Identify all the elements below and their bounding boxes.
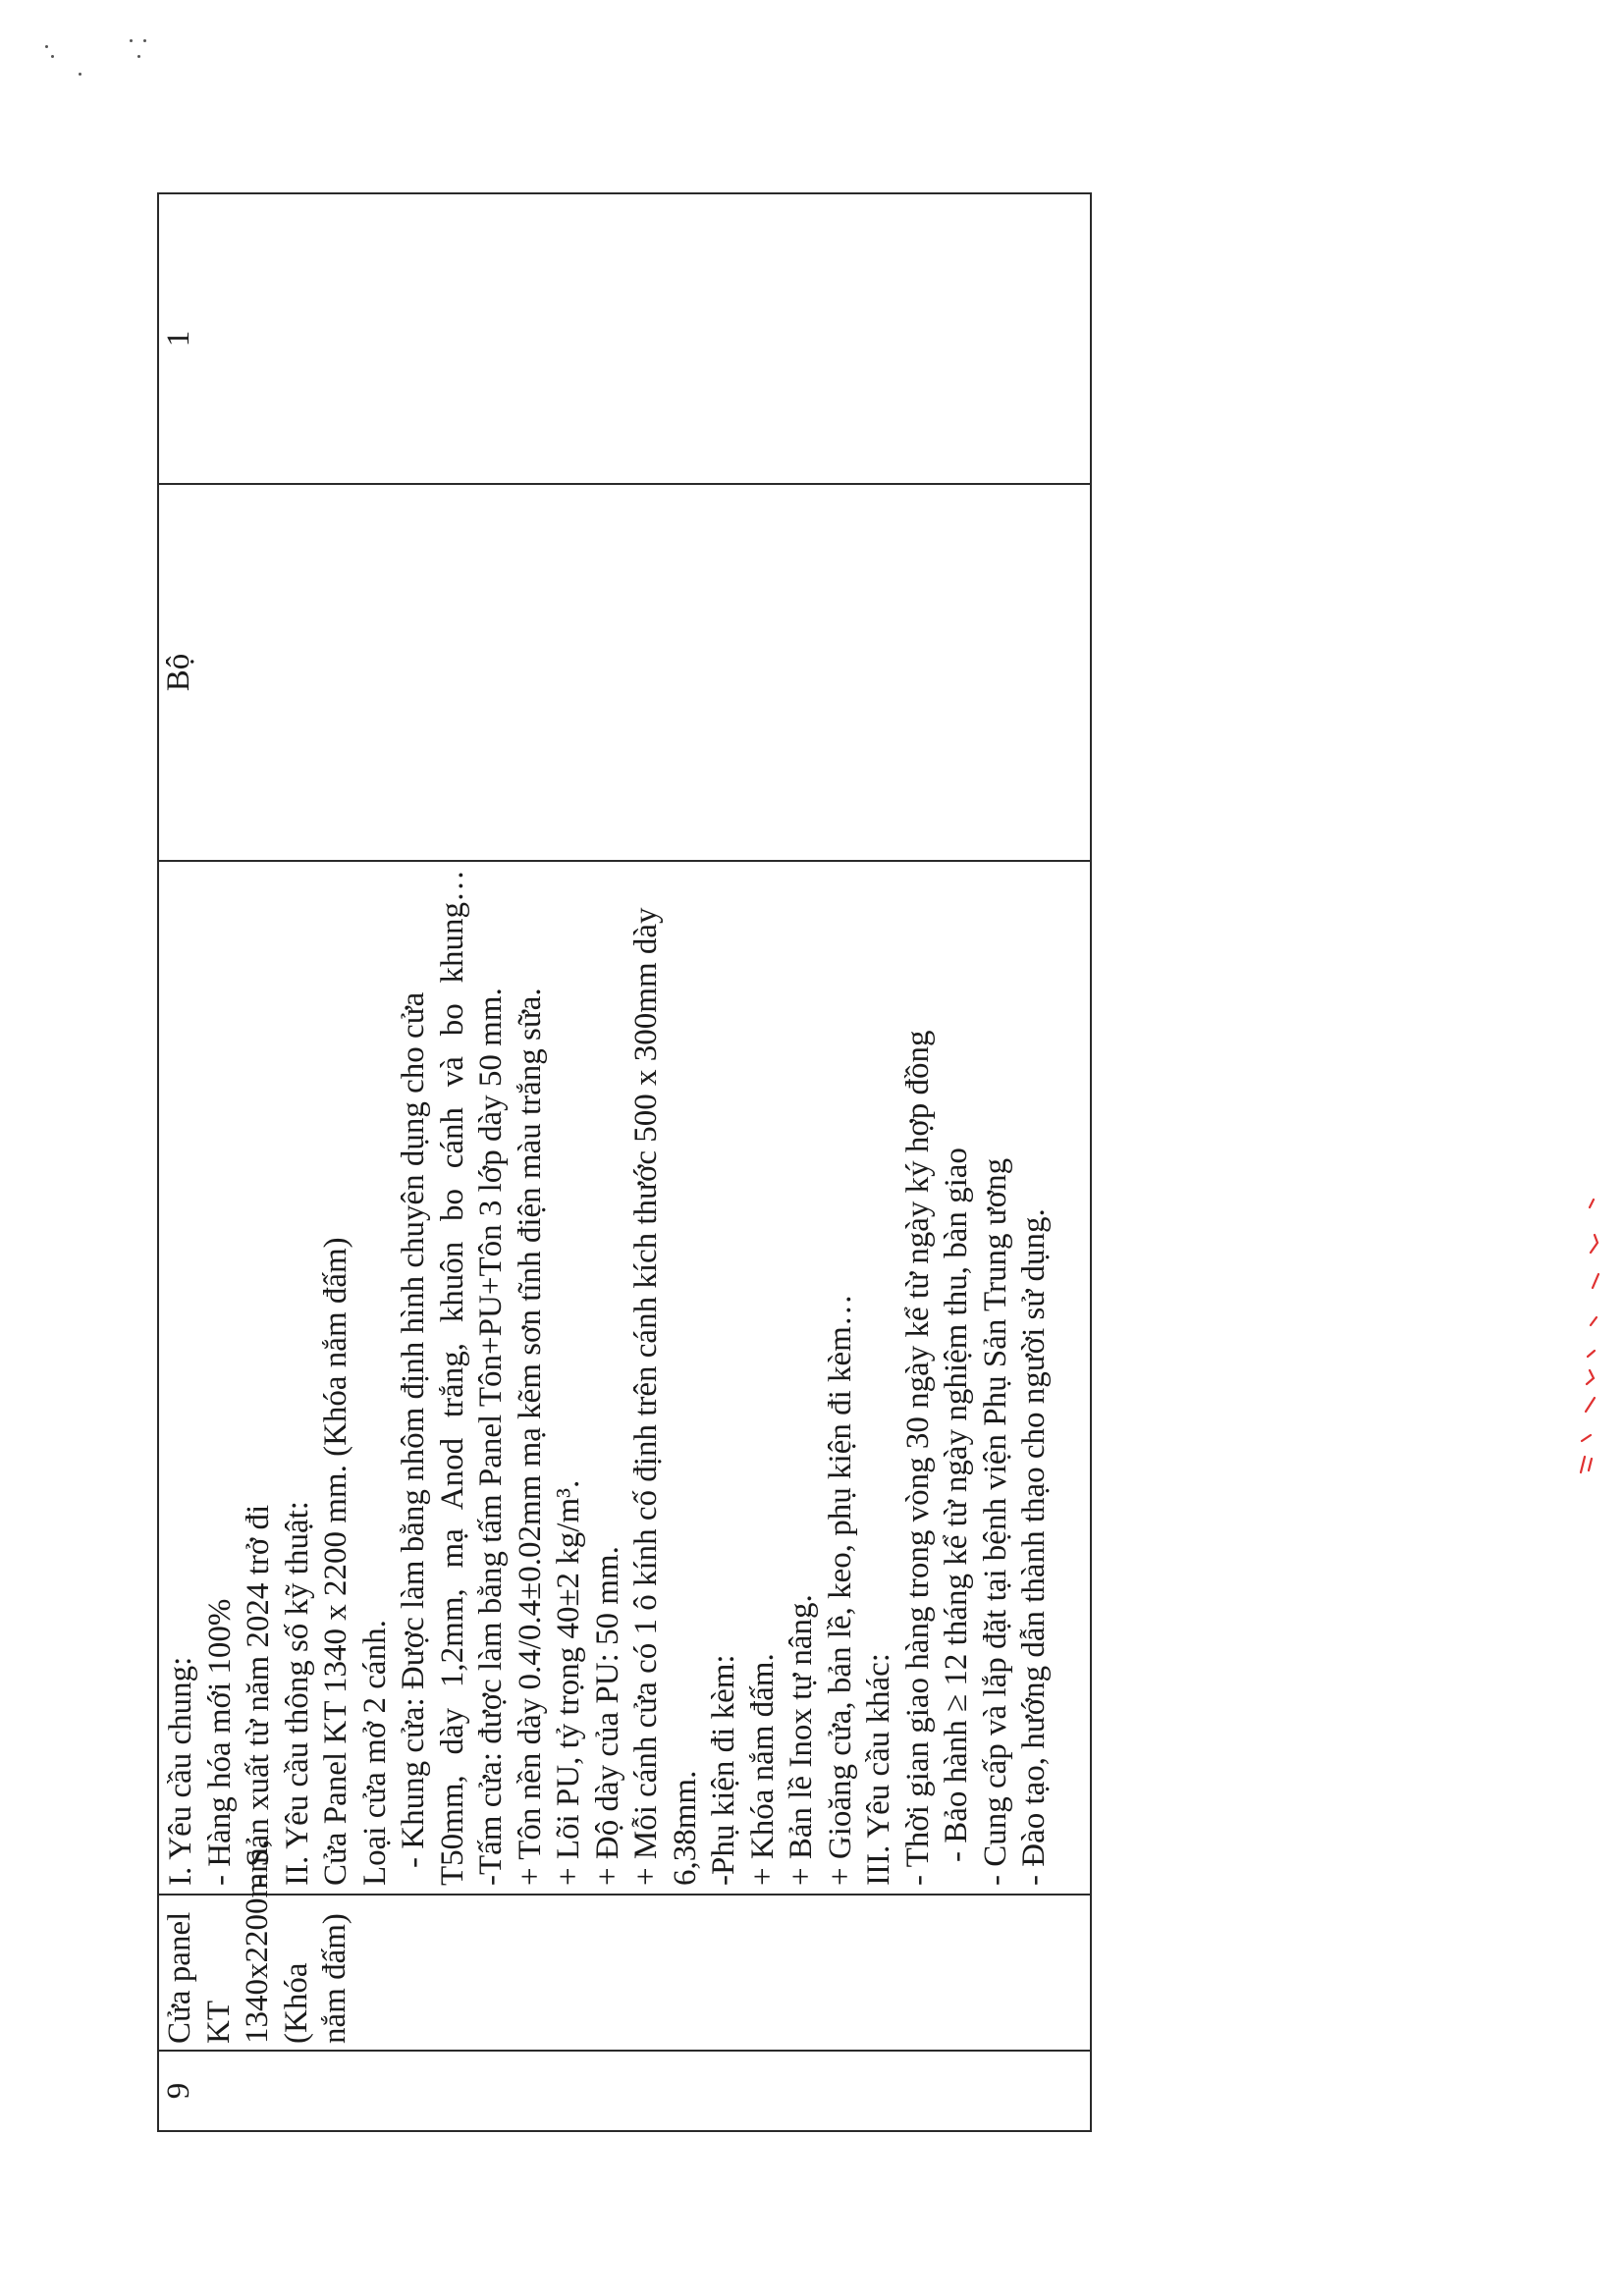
spec-line: I. Yêu cầu chung: (163, 1656, 198, 1886)
scan-speck (143, 39, 146, 42)
spec-cell (158, 861, 1091, 1895)
quantity-cell (158, 193, 1091, 484)
spec-line: -Phụ kiện đi kèm: (706, 1654, 741, 1886)
spec-line: + Độ dày của PU: 50 mm. (589, 1546, 625, 1886)
scan-speck (45, 45, 48, 48)
quantity-value: 1 (161, 330, 196, 347)
item-name-cell (158, 1839, 1091, 2051)
spec-line: -Tấm cửa: được làm bằng tấm Panel Tôn+PU+Tôn 3 lớp dày 50 mm. (473, 988, 509, 1886)
spec-line: II. Yêu cầu thông số kỹ thuật: (279, 1501, 315, 1886)
scan-speck (130, 39, 133, 42)
row-number: 9 (161, 2082, 196, 2100)
spec-line: Cửa Panel KT 1340 x 2200 mm. (Khóa nắm đấm) (318, 1237, 353, 1886)
spec-table (157, 192, 1092, 2132)
spec-line: + Bản lề Inox tự nâng. (784, 1594, 819, 1886)
spec-line: + Gioăng cửa, bản lề, keo, phụ kiện đi kèm… (822, 1294, 858, 1886)
spec-line: T50mm, dày 1,2mm, mạ Anod trắng, khuôn bo cánh và bo khung… (434, 870, 470, 1886)
spec-line: Loại cửa mở 2 cánh. (356, 1620, 393, 1886)
table-row (158, 193, 1091, 2131)
spec-line: 6,38mm. (667, 1770, 703, 1886)
spec-line: - Bảo hành ≥ 12 tháng kể từ ngày nghiệm thu, bàn giao (939, 1148, 974, 1862)
item-name: Cửa panel KT 1340x2200mm, (Khóa nắm đấm) (162, 1839, 352, 2044)
spec-line: - Cung cấp và lắp đặt tại bệnh viện Phụ Sản Trung ương (977, 1157, 1013, 1886)
spec-line: - Khung cửa: Được làm bằng nhôm định hình chuyên dụng cho cửa (396, 991, 431, 1868)
rotated-table-container (157, 192, 1092, 2132)
spec-line: III. Yêu cầu khác: (861, 1653, 896, 1886)
scan-speck (51, 55, 54, 58)
spec-line: - Hàng hóa mới 100% (201, 1598, 238, 1886)
unit-value: Bộ (161, 653, 196, 692)
spec-line: + Tôn nền dày 0.4/0.4±0.02mm mạ kẽm sơn tĩnh điện màu trắng sữa. (512, 988, 548, 1886)
row-number-cell (158, 2051, 1091, 2131)
spec-line: + Khóa nắm đấm. (744, 1653, 781, 1886)
spec-line: - Thời gian giao hàng trong vòng 30 ngày kể từ ngày ký hợp đồng (899, 1030, 936, 1886)
scan-speck (79, 73, 81, 76)
spec-line: + Lõi PU, tỷ trọng 40±2 kg/m³. (551, 1479, 586, 1886)
spec-line: - Sản xuất từ năm 2024 trở đi (241, 1504, 276, 1886)
scan-speck (137, 55, 140, 58)
spec-line: + Mỗi cánh cửa có 1 ô kính cố định trên cánh kích thước 500 x 300mm dày (628, 907, 664, 1886)
red-pen-marks (1561, 1178, 1620, 1492)
spec-line: - Đào tạo, hướng dẫn thành thạo cho người sử dụng. (1016, 1208, 1052, 1886)
unit-cell (158, 484, 1091, 861)
